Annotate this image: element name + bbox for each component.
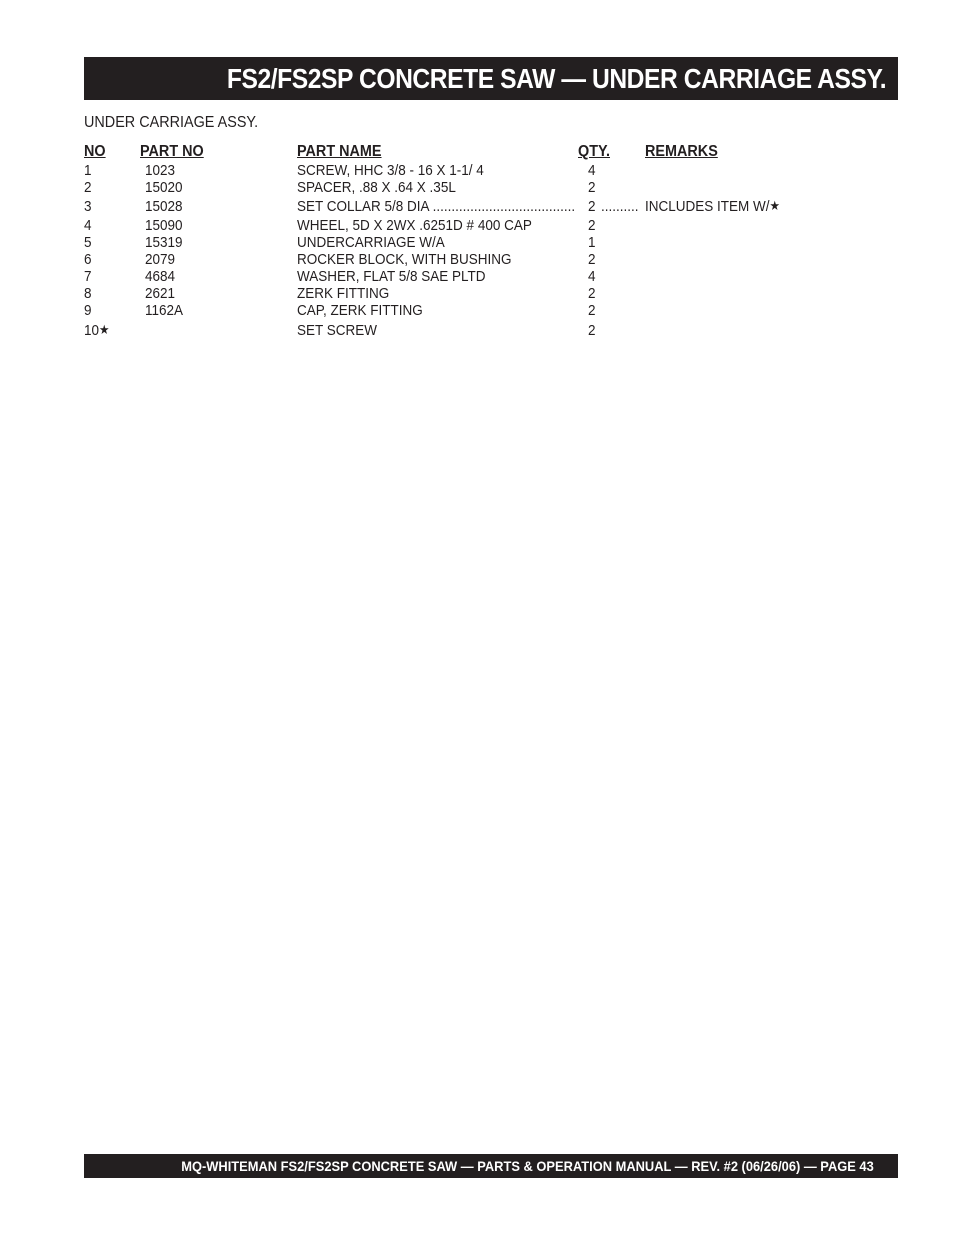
row-qty: 4 (588, 268, 596, 285)
table-row (84, 322, 898, 340)
row-part-no: 15028 (145, 198, 183, 215)
row-qty: 2 (588, 322, 596, 339)
row-part-name: SPACER, .88 X .64 X .35L (297, 179, 456, 196)
table-row (84, 302, 898, 320)
row-part-name-with-leader (297, 198, 575, 216)
table-row (84, 217, 898, 235)
row-qty: 2 (588, 251, 596, 268)
header-qty: QTY. (578, 143, 611, 160)
row-part-name: CAP, ZERK FITTING (297, 302, 423, 319)
row-qty: 1 (588, 234, 596, 251)
row-no: 2 (84, 179, 92, 196)
header-no: NO (84, 143, 106, 160)
row-part-name: SET COLLAR 5/8 DIA (297, 198, 429, 215)
row-no: 10 (84, 322, 100, 339)
row-part-name: ROCKER BLOCK, WITH BUSHING (297, 251, 512, 268)
row-part-no: 1162A (145, 302, 184, 319)
table-header-row (84, 143, 898, 161)
footer-bar (84, 1154, 898, 1178)
section-label: UNDER CARRIAGE ASSY. (84, 114, 259, 131)
table-row (84, 162, 898, 180)
row-no-wrap (84, 322, 110, 340)
row-remarks: INCLUDES ITEM W/ (645, 198, 770, 215)
row-part-name: WHEEL, 5D X 2WX .6251D # 400 CAP (297, 217, 532, 234)
row-qty: 2 (588, 302, 596, 319)
row-no: 6 (84, 251, 92, 268)
row-no: 7 (84, 268, 92, 285)
leader-dots: ...................................... (428, 198, 576, 215)
table-row (84, 251, 898, 269)
row-no: 5 (84, 234, 92, 251)
row-part-no: 15319 (145, 234, 183, 251)
row-no: 4 (84, 217, 92, 234)
page-title: FS2/FS2SP CONCRETE SAW — UNDER CARRIAGE ASSY. (226, 63, 886, 94)
row-part-name: SET SCREW (297, 322, 378, 339)
star-icon: ★ (99, 322, 110, 337)
row-part-name: ZERK FITTING (297, 285, 390, 302)
table-row (84, 179, 898, 197)
row-no: 1 (84, 162, 92, 179)
row-qty: 2 (588, 198, 596, 215)
row-no: 9 (84, 302, 92, 319)
row-part-no: 15090 (145, 217, 183, 234)
table-row (84, 198, 898, 216)
table-row (84, 234, 898, 252)
header-remarks: REMARKS (645, 143, 718, 160)
header-part-name: PART NAME (297, 143, 382, 160)
row-part-no: 2079 (145, 251, 176, 268)
title-bar (84, 57, 898, 100)
row-part-name: UNDERCARRIAGE W/A (297, 234, 445, 251)
row-part-no: 1023 (145, 162, 176, 179)
star-icon: ★ (769, 198, 780, 213)
row-remarks-wrap (645, 198, 780, 216)
row-qty: 2 (588, 217, 596, 234)
row-part-name: SCREW, HHC 3/8 - 16 X 1-1/ 4 (297, 162, 484, 179)
row-qty: 4 (588, 162, 596, 179)
footer-text: MQ-WHITEMAN FS2/FS2SP CONCRETE SAW — PARTS & OPERATION MANUAL — REV. #2 (06/26/06) — PAGE 43 (181, 1158, 874, 1174)
table-row (84, 268, 898, 286)
row-part-no: 4684 (145, 268, 176, 285)
leader-dots: .......... (601, 198, 639, 215)
table-row (84, 285, 898, 303)
row-part-name: WASHER, FLAT 5/8 SAE PLTD (297, 268, 486, 285)
row-part-no: 2621 (145, 285, 176, 302)
row-no: 3 (84, 198, 92, 215)
row-qty: 2 (588, 179, 596, 196)
row-no: 8 (84, 285, 92, 302)
row-part-no: 15020 (145, 179, 183, 196)
header-part-no: PART NO (140, 143, 204, 160)
row-qty: 2 (588, 285, 596, 302)
